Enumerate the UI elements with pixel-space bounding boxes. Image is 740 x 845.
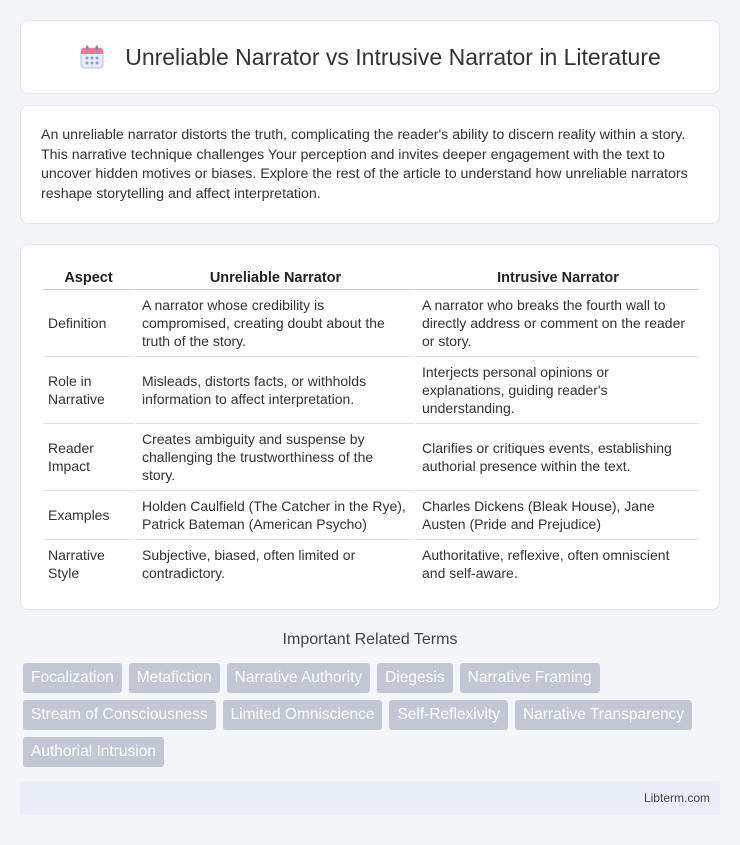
row-aspect: Role in Narrative — [43, 357, 134, 424]
term-tag[interactable]: Narrative Transparency — [515, 700, 692, 730]
row-intrusive: Authoritative, reflexive, often omniscient and self-aware. — [414, 540, 699, 588]
intro-text: An unreliable narrator distorts the truth, complicating the reader's ability to discern reality within a story. This narrative technique challenges Your perception and invites deeper engagement with the text to uncover hidden motives or biases. Explore the rest of the article to understand how unreliable narrators reshape storytelling and affect interpretation. — [41, 127, 688, 202]
table-row — [43, 357, 699, 424]
footer-site-link[interactable]: Libterm.com — [643, 791, 710, 805]
related-terms-list — [23, 663, 723, 767]
row-unreliable: Misleads, distorts facts, or withholds information to affect interpretation. — [134, 357, 414, 424]
calendar-icon — [79, 44, 105, 70]
comparison-table — [43, 265, 699, 588]
page-title: Unreliable Narrator vs Intrusive Narrator in Literature — [125, 43, 661, 70]
row-intrusive: Interjects personal opinions or explanations, guiding reader's understanding. — [414, 357, 699, 424]
table-row — [43, 540, 699, 588]
related-terms-title: Important Related Terms — [282, 631, 458, 648]
intro-card — [20, 105, 720, 224]
comparison-card — [20, 244, 720, 610]
row-aspect: Examples — [43, 491, 134, 540]
header-unreliable: Unreliable Narrator — [134, 265, 414, 290]
row-aspect: Definition — [43, 290, 134, 357]
header-card — [20, 20, 720, 94]
row-unreliable: A narrator whose credibility is compromised, creating doubt about the truth of the story. — [134, 290, 414, 357]
row-unreliable: Subjective, biased, often limited or contradictory. — [134, 540, 414, 588]
term-tag[interactable]: Authorial Intrusion — [23, 737, 164, 767]
row-aspect: Reader Impact — [43, 424, 134, 491]
header-aspect: Aspect — [43, 265, 134, 290]
term-tag[interactable]: Limited Omniscience — [223, 700, 383, 730]
term-tag[interactable]: Stream of Consciousness — [23, 700, 216, 730]
table-header-row — [43, 265, 699, 290]
term-tag[interactable]: Focalization — [23, 663, 122, 693]
row-aspect: Narrative Style — [48, 547, 105, 581]
row-intrusive: Charles Dickens (Bleak House), Jane Austen (Pride and Prejudice) — [414, 491, 699, 540]
footer — [20, 781, 720, 815]
row-unreliable: Creates ambiguity and suspense by challenging the trustworthiness of the story. — [134, 424, 414, 491]
row-intrusive: Clarifies or critiques events, establishing authorial presence within the text. — [414, 424, 699, 491]
table-row — [43, 491, 699, 540]
table-row — [43, 290, 699, 357]
term-tag[interactable]: Metafiction — [129, 663, 220, 693]
term-tag[interactable]: Narrative Framing — [460, 663, 600, 693]
row-intrusive: A narrator who breaks the fourth wall to directly address or comment on the reader or story. — [414, 290, 699, 357]
term-tag[interactable]: Narrative Authority — [227, 663, 371, 693]
row-unreliable: Holden Caulfield (The Catcher in the Rye), Patrick Bateman (American Psycho) — [134, 491, 414, 540]
table-row — [43, 424, 699, 491]
term-tag[interactable]: Diegesis — [377, 663, 452, 693]
header-intrusive: Intrusive Narrator — [414, 265, 699, 290]
term-tag[interactable]: Self-Reflexivity — [389, 700, 508, 730]
